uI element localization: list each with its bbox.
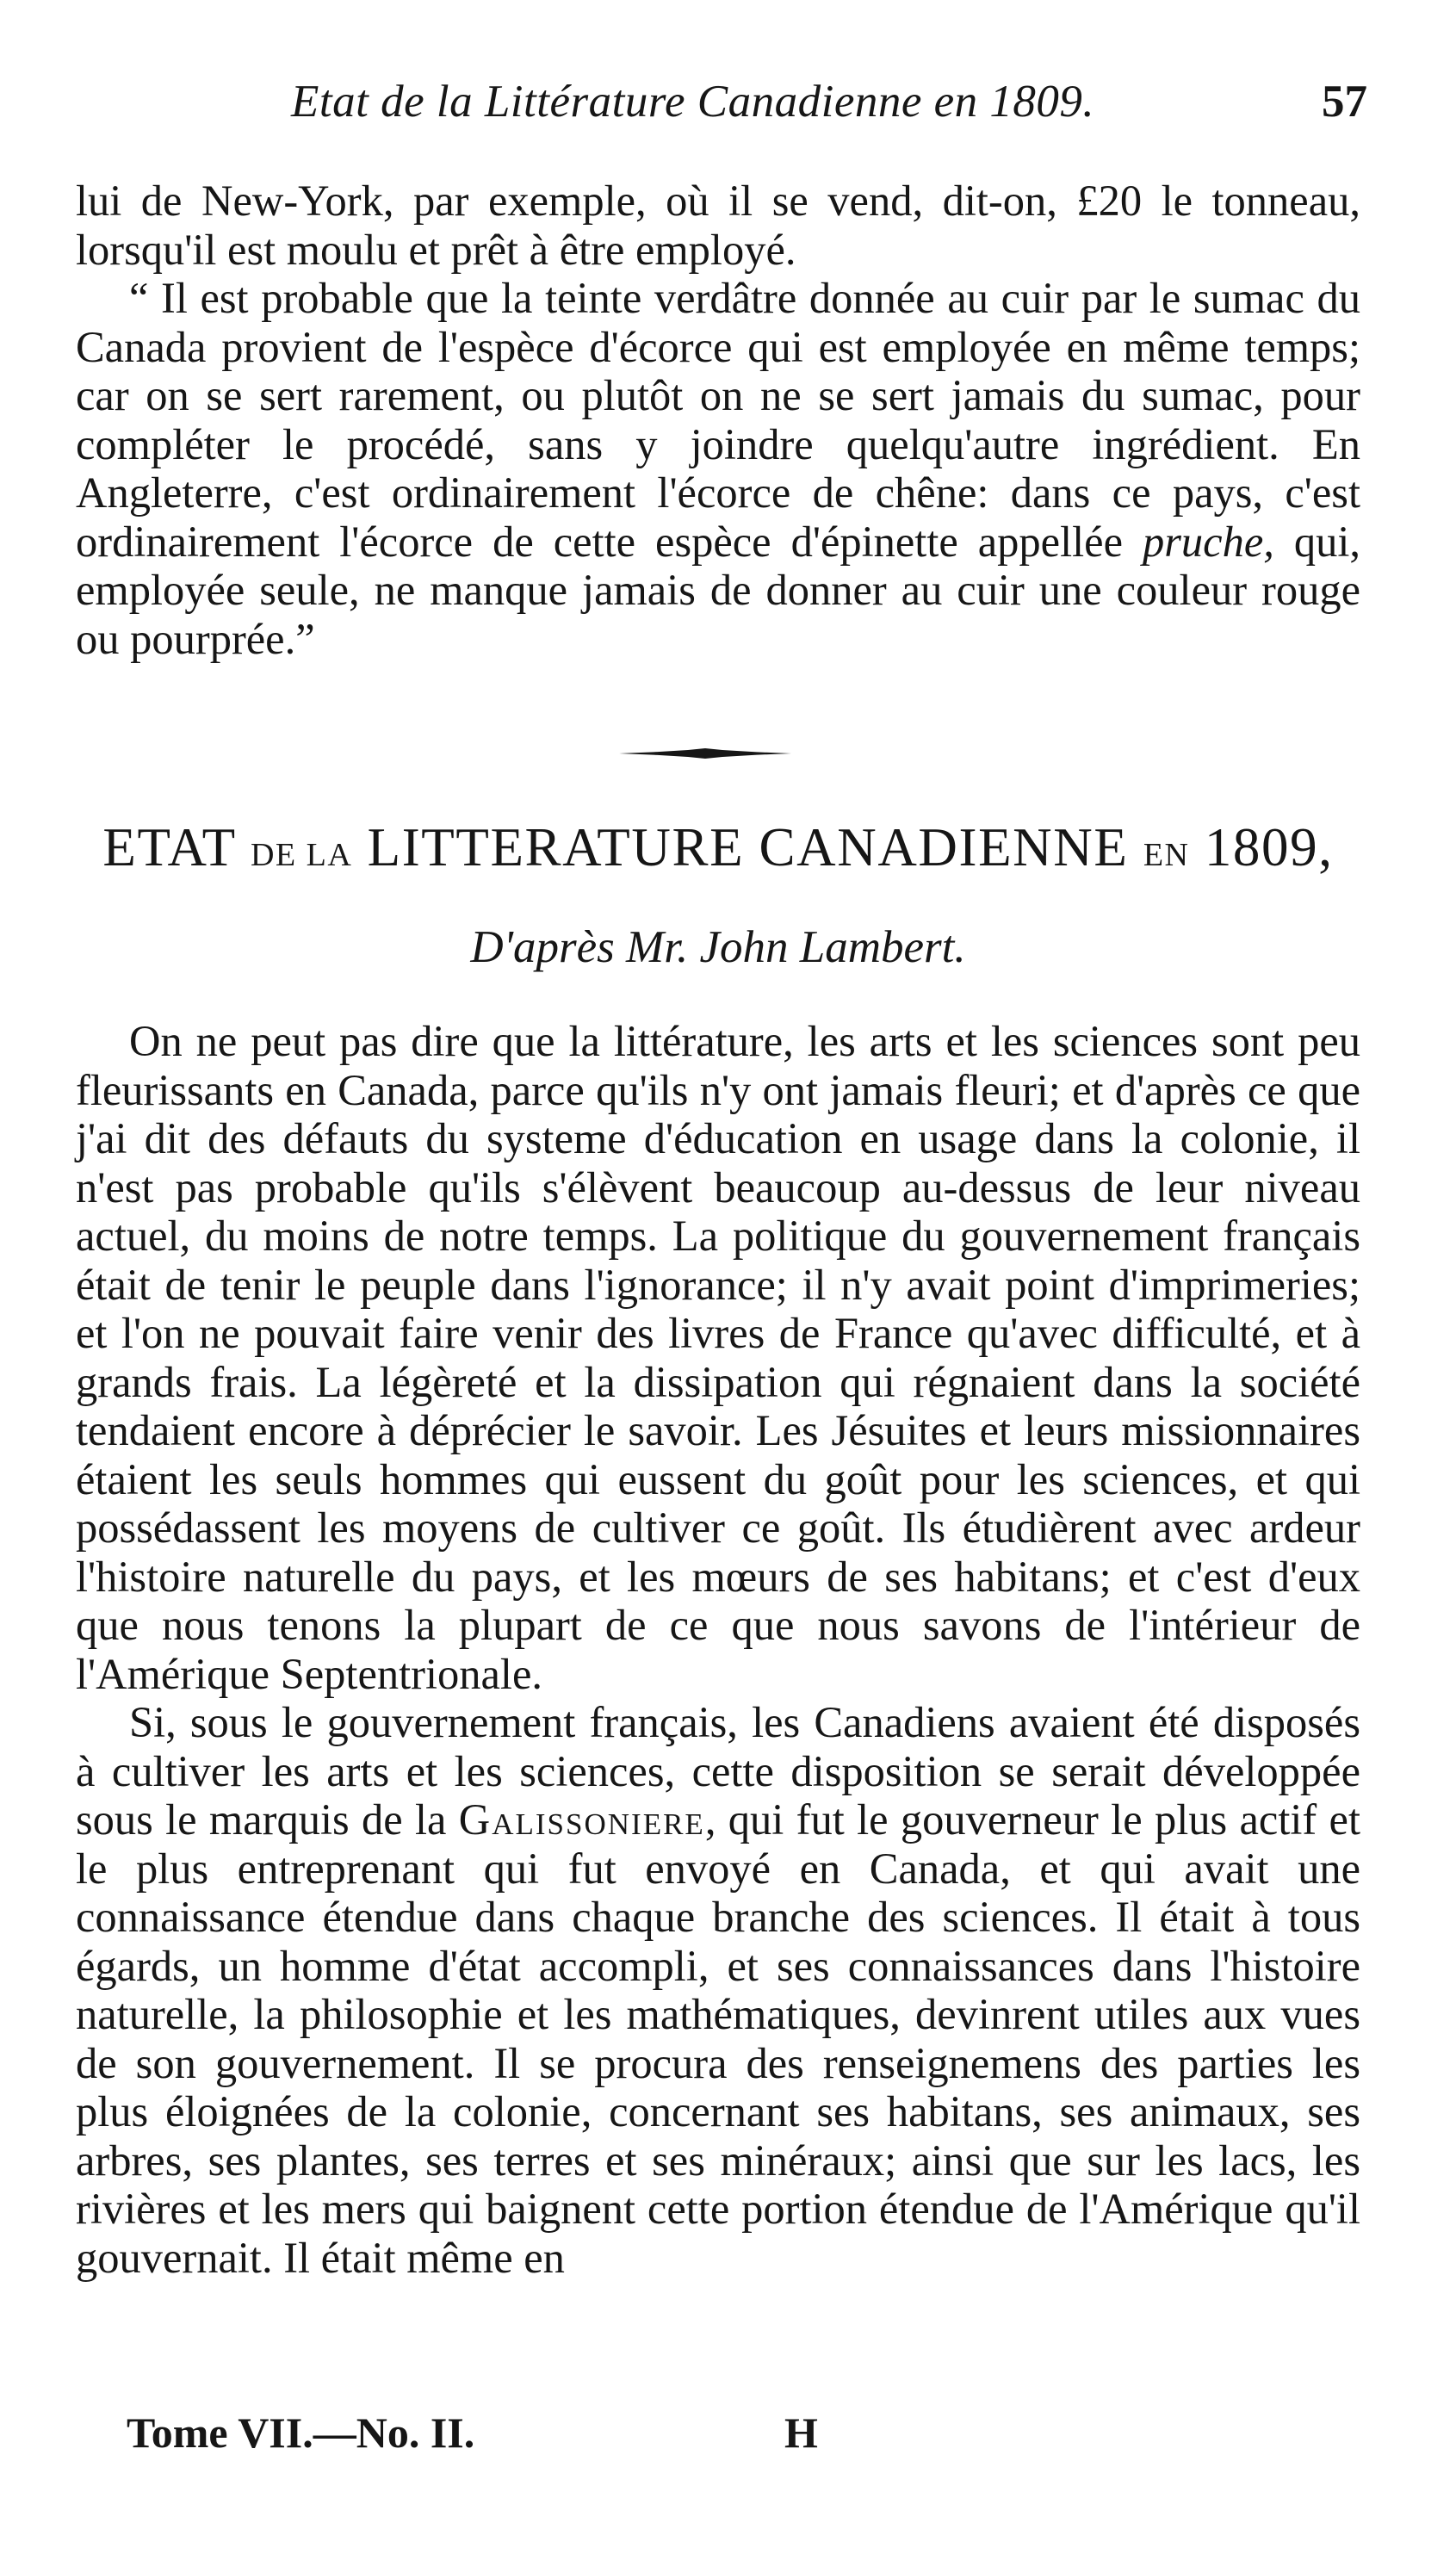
article-body <box>76 1017 1360 2282</box>
volume-number: Tome VII.—No. II. <box>127 2408 475 2457</box>
page-footer <box>127 2408 1160 2468</box>
paragraph-2-start: Si, sous le gouvernement français, les Canadiens avaient été disposés à cultiver les arts et les sciences, cette disposition se serait développée sous le marquis de la <box>76 1698 1360 1844</box>
heading-part2: DE LA <box>250 837 353 873</box>
ornamental-rule <box>619 747 791 759</box>
continuation-text <box>76 177 1360 663</box>
article-byline: D'après Mr. John Lambert. <box>470 922 966 972</box>
heading-part5: 1809, <box>1204 817 1334 877</box>
heading-part4: EN <box>1143 837 1190 873</box>
signature-mark: H <box>784 2408 818 2457</box>
quoted-paragraph-end: qui, employée seule, ne manque jamais de donner au cuir une couleur rouge ou pourprée.” <box>76 517 1361 663</box>
article-heading <box>76 816 1360 879</box>
running-title: Etat de la Littérature Canadienne en 1809. <box>291 77 1095 127</box>
continuation-paragraph: lui de New-York, par exemple, où il se vend, dit-on, £20 le tonneau, lorsqu'il est moulu et prêt à être employé. <box>76 177 1360 274</box>
italic-term: pruche, <box>1143 517 1274 566</box>
name-small-caps: Galissoniere <box>458 1795 705 1844</box>
heading-part3: LITTERATURE CANADIENNE <box>367 817 1129 877</box>
quoted-paragraph <box>76 274 1360 663</box>
page-number: 57 <box>1322 77 1367 127</box>
article-paragraph-1: On ne peut pas dire que la littérature, les arts et les sciences sont peu fleurissants en Canada, parce qu'ils n'y ont jamais fleuri; et d'après ce que j'ai dit des défauts du systeme d'éducation en usage dans la colonie, il n'est pas probable qu'ils s'élèvent beaucoup au-dessus de leur niveau actuel, du moins de notre temps. La politique du gouvernement français était de tenir le peuple dans l'ignorance; il n'y avait point d'imprimeries; et l'on ne pouvait faire venir des livres de France qu'avec difficulté, et à grands frais. La légèreté et la dissipation qui régnaient dans la société tendaient encore à déprécier le savoir. Les Jésuites et leurs missionnaires étaient les seuls hommes qui eussent du goût pour les sciences, et qui possédassent les moyens de cultiver ce goût. Ils étudièrent avec ardeur l'histoire naturelle du pays, et les mœurs de ses habitans; et c'est d'eux que nous tenons la plupart de ce que nous savons de l'intérieur de l'Amérique Septentrionale. <box>76 1017 1360 1698</box>
article-paragraph-2 <box>76 1698 1360 2282</box>
paragraph-2-end: , qui fut le gouverneur le plus actif et le plus entreprenant qui fut envoyé en Canada, et qui avait une connaissance étendue dans chaque branche des sciences. Il était à tous égards, un homme d'état accompli, et ses connaissances dans l'histoire naturelle, la philosophie et les mathématiques, devinrent utiles aux vues de son gouvernement. Il se procura des renseignemens des parties les plus éloignées de la colonie, concernant ses habitans, ses animaux, ses arbres, ses plantes, ses terres et ses minéraux; ainsi que sur les lacs, les rivières et les mers qui baignent cette portion étendue de l'Amérique qu'il gouvernait. Il était même en <box>76 1795 1360 2282</box>
running-head <box>76 76 1367 136</box>
heading-part1: ETAT <box>102 817 236 877</box>
quoted-paragraph-start: “ Il est probable que la teinte verdâtre donnée au cuir par le sumac du Canada provient de l'espèce d'écorce qui est employée en même temps; car on se sert rarement, ou plutôt on ne se sert jamais du sumac, pour compléter le procédé, sans y joindre quelqu'autre ingrédient. En Angleterre, c'est ordinairement l'écorce de chêne: dans ce pays, c'est ordinairement l'écorce de cette espèce d'épinette appellée <box>76 274 1360 566</box>
